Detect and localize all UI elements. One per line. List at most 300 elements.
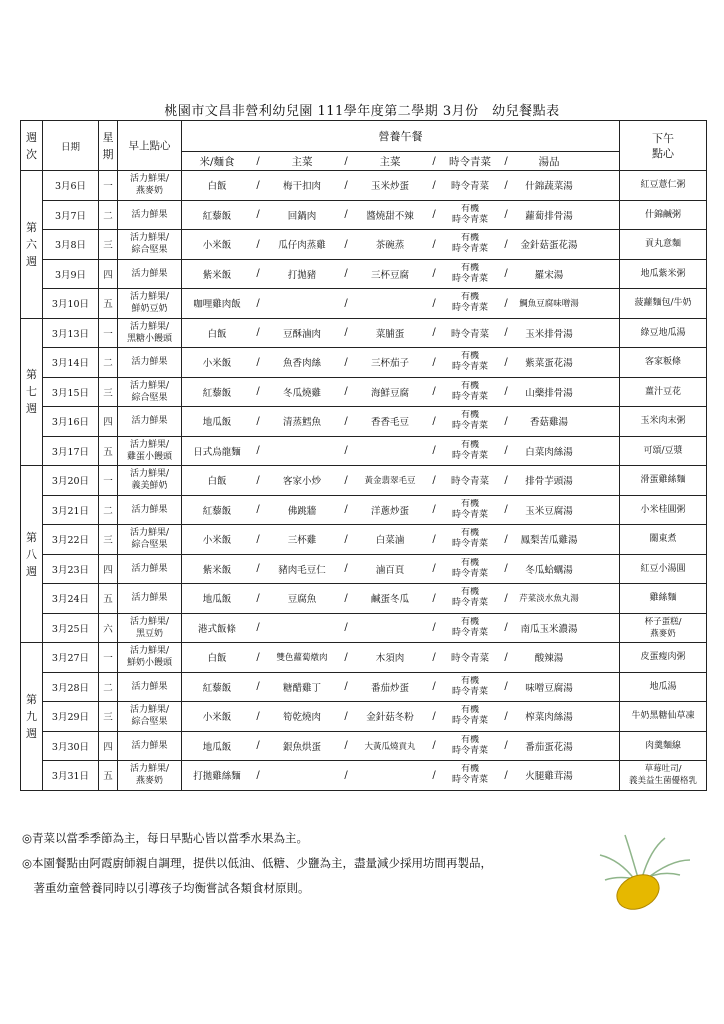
lunch-veg: 有機 時令青菜: [451, 233, 488, 255]
lunch-separator: /: [344, 238, 348, 250]
date-cell: 3月21日: [43, 495, 99, 525]
lunch-cell: [182, 200, 620, 230]
lunch-separator: /: [504, 740, 508, 752]
date-cell: 3月31日: [43, 761, 99, 791]
snack-cell: 肉羹麵線: [620, 731, 707, 761]
lunch-rice: 紅藜飯: [202, 505, 232, 517]
snack-cell: 地瓜湯: [620, 672, 707, 702]
lunch-row: [182, 437, 619, 466]
lunch-veg: 有機 時令青菜: [451, 380, 488, 402]
breakfast-cell: 活力鮮果/ 鮮奶豆奶: [118, 289, 182, 319]
lunch-veg: 有機 時令青菜: [451, 675, 488, 697]
lunch-main1: 豬肉毛豆仁: [278, 564, 326, 576]
weekday-cell: 五: [99, 436, 118, 466]
breakfast-cell: 活力鮮果: [118, 554, 182, 584]
lunch-separator: /: [432, 386, 436, 398]
weekday-cell: 四: [99, 731, 118, 761]
snack-cell: 貢丸意麵: [620, 230, 707, 260]
lunch-rice: 小米飯: [202, 240, 232, 252]
lunch-main1: 梅干扣肉: [282, 181, 321, 193]
table-row: [21, 377, 707, 407]
lunch-separator: /: [256, 445, 260, 457]
lunch-separator: /: [256, 651, 260, 663]
lunch-soup: 芹菜淡水魚丸湯: [519, 594, 579, 605]
week-label: [21, 318, 43, 466]
snack-cell: 草莓吐司/ 義美益生菌優格乳: [620, 761, 707, 791]
menu-table: [20, 120, 707, 791]
lunch-separator: /: [256, 386, 260, 398]
lunch-row: [182, 496, 619, 525]
lunch-main1: 豆酥滷肉: [282, 328, 321, 340]
lunch-soup: 冬瓜蛤蠣湯: [525, 564, 573, 576]
snack-cell: 牛奶黑糖仙草凍: [620, 702, 707, 732]
lunch-cell: [182, 171, 620, 201]
leaf-icon: [600, 835, 690, 880]
lunch-cell: [182, 436, 620, 466]
lunch-separator: /: [432, 179, 436, 191]
lunch-row: [182, 319, 619, 348]
date-cell: 3月10日: [43, 289, 99, 319]
table-row: [21, 643, 707, 673]
header-weekday: 星 期: [99, 121, 118, 171]
lunch-separator: /: [432, 563, 436, 575]
week-label-text: 第 九 週: [26, 692, 37, 740]
lunch-separator: /: [344, 740, 348, 752]
date-cell: 3月29日: [43, 702, 99, 732]
lunch-separator: /: [432, 474, 436, 486]
lunch-separator: /: [256, 474, 260, 486]
week-label: [21, 466, 43, 643]
lunch-main1: 清蒸鱈魚: [282, 417, 321, 429]
lunch-separator: /: [344, 651, 348, 663]
lunch-main2: 鹹蛋冬瓜: [370, 594, 409, 606]
snack-cell: 皮蛋瘦肉粥: [620, 643, 707, 673]
lunch-soup: 香菇雞湯: [529, 417, 568, 429]
lunch-separator: /: [344, 209, 348, 221]
breakfast-cell: 活力鮮果: [118, 495, 182, 525]
lunch-rice: 白飯: [207, 476, 227, 488]
lunch-row: [182, 260, 619, 289]
lunch-veg: 有機 時令青菜: [451, 439, 488, 461]
lunch-separator: /: [256, 592, 260, 604]
breakfast-cell: 活力鮮果: [118, 259, 182, 289]
lunch-separator: /: [504, 651, 508, 663]
snack-cell: 菠蘿麵包/牛奶: [620, 289, 707, 319]
weekday-cell: 六: [99, 613, 118, 643]
breakfast-cell: 活力鮮果: [118, 584, 182, 614]
week-label: [21, 171, 43, 319]
lunch-separator: /: [504, 209, 508, 221]
week-label-text: 第 七 週: [26, 368, 37, 416]
lunch-veg: 有機 時令青菜: [451, 557, 488, 579]
lunch-separator: /: [344, 356, 348, 368]
date-cell: 3月23日: [43, 554, 99, 584]
note-line: ◎青菜以當季季節為主，每日早點心皆以當季水果為主。: [22, 831, 309, 845]
lunch-soup: 榨菜肉絲湯: [525, 712, 573, 724]
lunch-row: [182, 732, 619, 761]
lunch-row: [182, 171, 619, 200]
lunch-main2: 三杯茄子: [370, 358, 409, 370]
lunch-rice: 白飯: [207, 181, 227, 193]
header-main1: 主菜: [291, 155, 313, 168]
lunch-separator: /: [504, 563, 508, 575]
breakfast-cell: 活力鮮果/ 綜合堅果: [118, 230, 182, 260]
lunch-main2: 三杯豆腐: [370, 269, 409, 281]
lunch-separator: /: [432, 592, 436, 604]
lunch-cell: [182, 702, 620, 732]
lunch-main1: 銀魚烘蛋: [282, 741, 321, 753]
lunch-separator: /: [504, 681, 508, 693]
date-cell: 3月20日: [43, 466, 99, 496]
weekday-cell: 二: [99, 200, 118, 230]
lunch-main2: 滷百頁: [375, 564, 405, 576]
lunch-soup: 羅宋湯: [534, 269, 564, 281]
lunch-row: [182, 614, 619, 643]
table-row: [21, 702, 707, 732]
weekday-cell: 四: [99, 259, 118, 289]
lunch-veg: 有機 時令青菜: [451, 764, 488, 786]
lunch-separator: /: [256, 533, 260, 545]
lunch-separator: /: [432, 445, 436, 457]
header-breakfast: 早上點心: [118, 121, 182, 171]
lunch-main1: 瓜仔肉蒸雞: [278, 240, 326, 252]
lunch-veg: 有機 時令青菜: [451, 292, 488, 314]
lunch-separator: /: [256, 238, 260, 250]
lunch-cell: [182, 230, 620, 260]
lunch-cell: [182, 554, 620, 584]
weekday-cell: 三: [99, 702, 118, 732]
date-cell: 3月28日: [43, 672, 99, 702]
note-line: 著重幼童營養同時以引導孩子均衡嘗試各類食材原則。: [22, 881, 310, 895]
lunch-separator: /: [344, 445, 348, 457]
lunch-veg: 有機 時令青菜: [451, 705, 488, 727]
weekday-cell: 五: [99, 289, 118, 319]
date-cell: 3月13日: [43, 318, 99, 348]
fruit-illustration: [590, 830, 700, 920]
lunch-soup: 鯛魚豆腐味噌湯: [519, 299, 579, 310]
week-label-text: 第 八 週: [26, 530, 37, 578]
lunch-separator: /: [344, 563, 348, 575]
lunch-separator: /: [432, 415, 436, 427]
lunch-main1: 冬瓜燒雞: [282, 387, 321, 399]
table-row: [21, 554, 707, 584]
lunch-row: [182, 761, 619, 790]
lunch-main1: 筍乾燒肉: [282, 712, 321, 724]
lunch-cell: [182, 643, 620, 673]
lunch-separator: /: [344, 297, 348, 309]
lunch-veg: 時令青菜: [450, 328, 489, 340]
lunch-veg: 有機 時令青菜: [451, 528, 488, 550]
breakfast-cell: 活力鮮果: [118, 672, 182, 702]
lunch-rice: 地瓜飯: [202, 594, 232, 606]
date-cell: 3月30日: [43, 731, 99, 761]
table-row: [21, 731, 707, 761]
lunch-row: [182, 348, 619, 377]
lunch-main1: 客家小炒: [282, 476, 321, 488]
breakfast-cell: 活力鮮果/ 燕麥奶: [118, 761, 182, 791]
date-cell: 3月17日: [43, 436, 99, 466]
lunch-main2: 菜脯蛋: [375, 328, 405, 340]
snack-cell: 可頌/豆漿: [620, 436, 707, 466]
lunch-veg: 時令青菜: [450, 653, 489, 665]
lunch-main2: 玉米炒蛋: [370, 181, 409, 193]
lunch-separator: /: [344, 504, 348, 516]
breakfast-cell: 活力鮮果/ 黑豆奶: [118, 613, 182, 643]
table-row: [21, 584, 707, 614]
date-cell: 3月16日: [43, 407, 99, 437]
lunch-veg: 時令青菜: [450, 476, 489, 488]
lunch-separator: /: [504, 445, 508, 457]
lunch-cell: [182, 672, 620, 702]
lunch-soup: 南瓜玉米濃湯: [520, 623, 578, 635]
lunch-main2: 香香毛豆: [370, 417, 409, 429]
snack-cell: 關東煮: [620, 525, 707, 555]
lunch-separator: /: [432, 209, 436, 221]
lunch-rice: 白飯: [207, 328, 227, 340]
table-row: [21, 761, 707, 791]
table-row: [21, 171, 707, 201]
lunch-soup: 山藥排骨湯: [525, 387, 573, 399]
lunch-main2: 茶碗蒸: [375, 240, 405, 252]
weekday-cell: 三: [99, 525, 118, 555]
lunch-row: [182, 702, 619, 731]
lunch-separator: /: [432, 533, 436, 545]
date-cell: 3月24日: [43, 584, 99, 614]
lunch-separator: /: [256, 769, 260, 781]
lunch-main2: 海鮮豆腐: [370, 387, 409, 399]
lunch-separator: /: [504, 504, 508, 516]
lunch-separator: /: [256, 179, 260, 191]
table-row: [21, 613, 707, 643]
weekday-cell: 二: [99, 672, 118, 702]
snack-cell: 小米桂圓粥: [620, 495, 707, 525]
lunch-soup: 火腿雞茸湯: [525, 771, 573, 783]
date-cell: 3月27日: [43, 643, 99, 673]
lunch-cell: [182, 318, 620, 348]
lunch-separator: /: [504, 327, 508, 339]
lunch-rice: 地瓜飯: [202, 741, 232, 753]
breakfast-cell: 活力鮮果: [118, 731, 182, 761]
lunch-separator: /: [432, 327, 436, 339]
lunch-separator: /: [504, 622, 508, 634]
snack-cell: 滑蛋雞絲麵: [620, 466, 707, 496]
lunch-cell: [182, 613, 620, 643]
table-row: [21, 348, 707, 378]
table-row: [21, 407, 707, 437]
lunch-row: [182, 230, 619, 259]
lunch-rice: 紅藜飯: [202, 682, 232, 694]
date-cell: 3月15日: [43, 377, 99, 407]
snack-cell: 什錦鹹粥: [620, 200, 707, 230]
mango-icon: [611, 868, 664, 916]
lunch-cell: [182, 407, 620, 437]
lunch-separator: /: [432, 238, 436, 250]
lunch-separator: /: [256, 415, 260, 427]
lunch-subheader: 米/麵食 / 主菜 / 主菜 / 時令青菜 / 湯品: [182, 152, 620, 171]
lunch-rice: 紅藜飯: [202, 387, 232, 399]
snack-cell: 地瓜紫米粥: [620, 259, 707, 289]
breakfast-cell: 活力鮮果: [118, 348, 182, 378]
date-cell: 3月7日: [43, 200, 99, 230]
snack-cell: 玉米肉末粥: [620, 407, 707, 437]
lunch-separator: /: [344, 327, 348, 339]
lunch-cell: [182, 525, 620, 555]
lunch-veg: 時令青菜: [450, 181, 489, 193]
lunch-separator: /: [432, 769, 436, 781]
table-row: [21, 436, 707, 466]
lunch-separator: /: [256, 740, 260, 752]
lunch-separator: /: [504, 179, 508, 191]
lunch-separator: /: [256, 327, 260, 339]
lunch-row: [182, 525, 619, 554]
lunch-separator: /: [504, 415, 508, 427]
table-row: [21, 230, 707, 260]
table-row: [21, 672, 707, 702]
lunch-separator: /: [504, 474, 508, 486]
header-soup: 湯品: [538, 155, 560, 168]
lunch-main1: 雙色蘿蔔燉肉: [276, 653, 328, 664]
weekday-cell: 一: [99, 171, 118, 201]
lunch-main2: 木須肉: [375, 653, 405, 665]
lunch-separator: /: [344, 710, 348, 722]
lunch-veg: 有機 時令青菜: [451, 351, 488, 373]
lunch-separator: /: [504, 769, 508, 781]
lunch-main1: 糖醋雞丁: [282, 682, 321, 694]
lunch-rice: 小米飯: [202, 358, 232, 370]
lunch-separator: /: [344, 474, 348, 486]
lunch-soup: 酸辣湯: [534, 653, 564, 665]
table-row: [21, 259, 707, 289]
lunch-main1: 豆腐魚: [287, 594, 317, 606]
table-row: [21, 466, 707, 496]
menu-title: 桃園市文昌非營利幼兒園 111學年度第二學期 3月份 幼兒餐點表: [164, 104, 560, 119]
lunch-soup: 味噌豆腐湯: [525, 682, 573, 694]
lunch-separator: /: [256, 681, 260, 693]
lunch-cell: [182, 495, 620, 525]
lunch-cell: [182, 466, 620, 496]
weekday-cell: 五: [99, 584, 118, 614]
lunch-soup: 紫菜蛋花湯: [525, 358, 573, 370]
lunch-main2: 白菜滷: [375, 535, 405, 547]
weekday-cell: 三: [99, 377, 118, 407]
lunch-cell: [182, 377, 620, 407]
week-label: [21, 643, 43, 791]
lunch-separator: /: [504, 533, 508, 545]
lunch-soup: 玉米豆腐湯: [525, 505, 573, 517]
lunch-separator: /: [504, 356, 508, 368]
lunch-soup: 金針菇蛋花湯: [520, 240, 578, 252]
weekday-cell: 二: [99, 348, 118, 378]
date-cell: 3月9日: [43, 259, 99, 289]
breakfast-cell: 活力鮮果/ 綜合堅果: [118, 702, 182, 732]
lunch-separator: /: [256, 297, 260, 309]
snack-cell: 杯子蛋糕/ 燕麥奶: [620, 613, 707, 643]
lunch-separator: /: [504, 268, 508, 280]
lunch-separator: /: [432, 356, 436, 368]
notes: [22, 826, 492, 901]
lunch-separator: /: [344, 268, 348, 280]
table-row: [21, 525, 707, 555]
lunch-separator: /: [256, 504, 260, 516]
lunch-soup: 蘿蔔排骨湯: [525, 210, 573, 222]
lunch-separator: /: [432, 740, 436, 752]
lunch-separator: /: [344, 533, 348, 545]
lunch-soup: 排骨芋頭湯: [525, 476, 573, 488]
header-rice: 米/麵食: [199, 155, 235, 168]
lunch-main1: 魚香肉絲: [282, 358, 321, 370]
weekday-cell: 四: [99, 554, 118, 584]
breakfast-cell: 活力鮮果/ 義美鮮奶: [118, 466, 182, 496]
weekday-cell: 四: [99, 407, 118, 437]
snack-cell: 客家粄條: [620, 348, 707, 378]
date-cell: 3月22日: [43, 525, 99, 555]
lunch-soup: 什錦蔬菜湯: [525, 181, 573, 193]
lunch-veg: 有機 時令青菜: [451, 587, 488, 609]
lunch-veg: 有機 時令青菜: [451, 410, 488, 432]
lunch-cell: [182, 289, 620, 319]
lunch-main1: 打拋豬: [287, 269, 317, 281]
weekday-cell: 三: [99, 230, 118, 260]
snack-cell: 綠豆地瓜湯: [620, 318, 707, 348]
snack-cell: 雞絲麵: [620, 584, 707, 614]
lunch-veg: 有機 時令青菜: [451, 498, 488, 520]
lunch-separator: /: [256, 563, 260, 575]
lunch-main1: 佛跳牆: [287, 505, 317, 517]
lunch-separator: /: [504, 238, 508, 250]
lunch-row: [182, 289, 619, 318]
breakfast-cell: 活力鮮果/ 綜合堅果: [118, 377, 182, 407]
lunch-separator: /: [344, 681, 348, 693]
lunch-separator: /: [344, 769, 348, 781]
note-line: ◎本園餐點由阿霞廚師親自調理，提供以低油、低糖、少鹽為主，盡量減少採用坊間再製品，: [22, 856, 493, 870]
lunch-rice: 咖哩雞肉飯: [193, 299, 241, 311]
header-main2: 主菜: [379, 155, 401, 168]
lunch-soup: 番茄蛋花湯: [525, 741, 573, 753]
lunch-separator: /: [256, 209, 260, 221]
lunch-row: [182, 673, 619, 702]
lunch-row: [182, 643, 619, 672]
table-row: [21, 318, 707, 348]
lunch-main2: 金針菇冬粉: [366, 712, 414, 724]
lunch-main2: 黃金翡翠毛豆: [364, 476, 416, 487]
lunch-main2: 大黃瓜燒貢丸: [364, 741, 416, 752]
header-veg: 時令青菜: [449, 155, 491, 168]
header-lunch: 營養午餐: [182, 121, 620, 152]
date-cell: 3月6日: [43, 171, 99, 201]
weekday-cell: 五: [99, 761, 118, 791]
lunch-rice: 紫米飯: [202, 269, 232, 281]
snack-cell: 紅豆小湯圓: [620, 554, 707, 584]
lunch-separator: /: [344, 622, 348, 634]
date-cell: 3月25日: [43, 613, 99, 643]
lunch-rice: 紫米飯: [202, 564, 232, 576]
lunch-rice: 地瓜飯: [202, 417, 232, 429]
lunch-separator: /: [344, 415, 348, 427]
date-cell: 3月8日: [43, 230, 99, 260]
lunch-rice: 白飯: [207, 653, 227, 665]
header-week: 週 次: [21, 121, 43, 171]
lunch-rice: 打拋雞絲麵: [193, 771, 241, 783]
lunch-veg: 有機 時令青菜: [451, 262, 488, 284]
lunch-main2: 番茄炒蛋: [370, 682, 409, 694]
lunch-main2: 洋蔥炒蛋: [370, 505, 409, 517]
lunch-separator: /: [432, 622, 436, 634]
weekday-cell: 一: [99, 318, 118, 348]
date-cell: 3月14日: [43, 348, 99, 378]
breakfast-cell: 活力鮮果/ 燕麥奶: [118, 171, 182, 201]
weekday-cell: 二: [99, 495, 118, 525]
lunch-separator: /: [432, 504, 436, 516]
